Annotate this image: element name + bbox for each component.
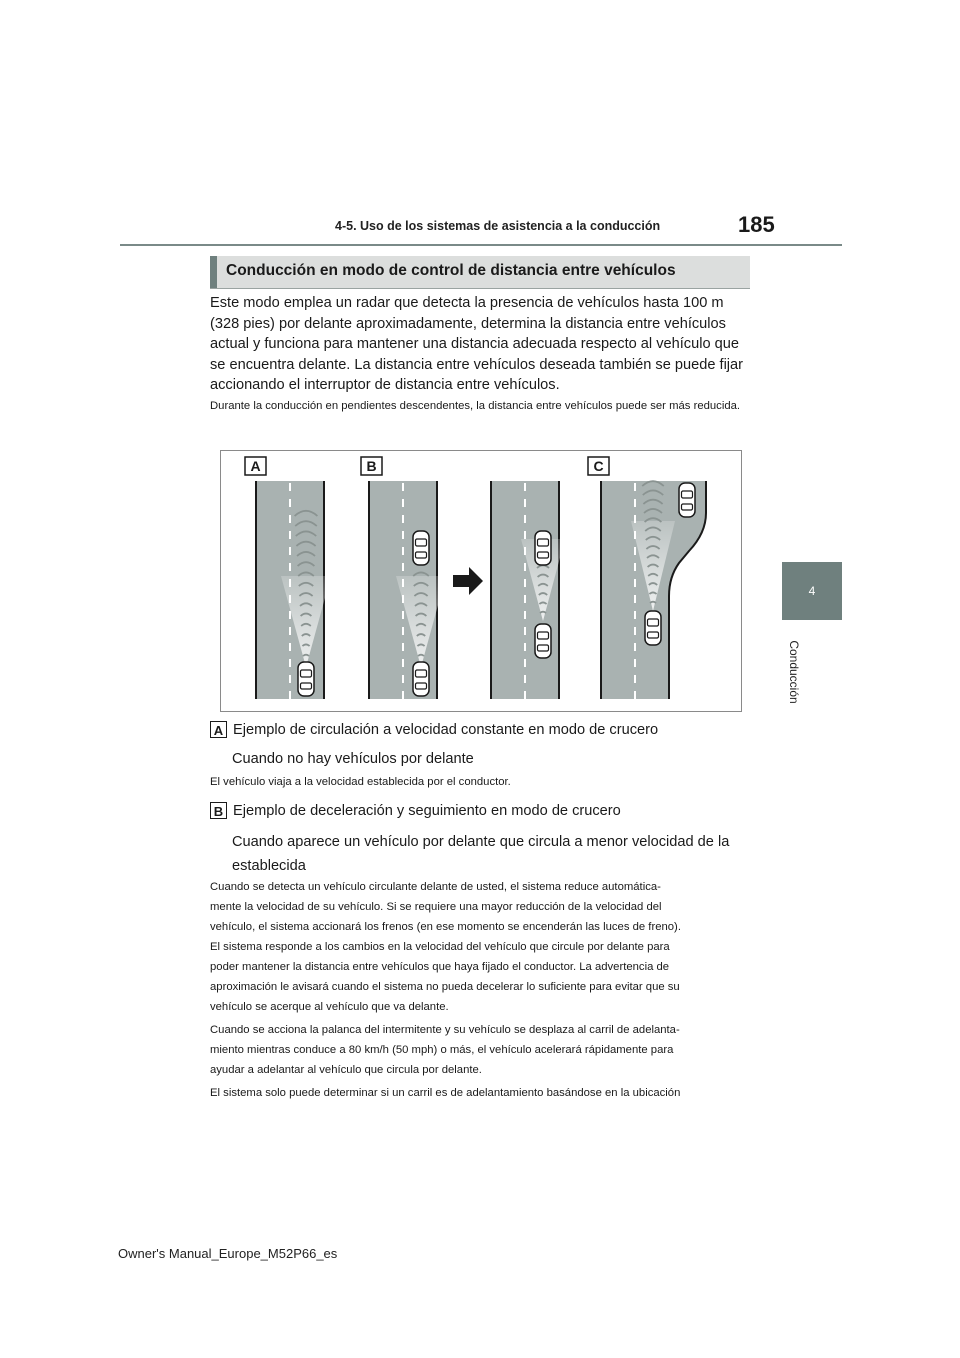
body-line: poder mantener la distancia entre vehículos que haya fijado el conductor. La advertencia de xyxy=(210,961,670,973)
item-b-body xyxy=(210,877,755,1103)
section-header-bar xyxy=(210,256,217,288)
item-a-body: El vehículo viaja a la velocidad establecida por el conductor. xyxy=(210,776,511,788)
item-b-letter: B xyxy=(210,802,227,819)
item-a-subtitle: Cuando no hay vehículos por delante xyxy=(232,751,474,767)
chapter-number: 4 xyxy=(808,584,816,598)
body-line: mente la velocidad de su vehículo. Si se requiere una mayor reducción de la velocidad del xyxy=(210,901,662,913)
item-b-subtitle-line-2: establecida xyxy=(232,858,306,874)
body-line: vehículo se acerque al vehículo que va delante. xyxy=(210,1001,449,1013)
panel-a xyxy=(256,481,331,699)
body-line: ayudar a adelantar al vehículo que circula por delante. xyxy=(210,1064,482,1076)
panel-b xyxy=(369,481,446,699)
body-line: miento mientras conduce a 80 km/h (50 mph) o más, el vehículo acelerará rápidamente para xyxy=(210,1044,674,1056)
item-b-title: Ejemplo de deceleración y seguimiento en modo de crucero xyxy=(233,802,621,819)
item-a-heading xyxy=(210,721,658,738)
footer-text: Owner's Manual_Europe_M52P66_es xyxy=(118,1246,338,1261)
cruise-diagram-svg xyxy=(221,451,741,711)
item-a-title: Ejemplo de circulación a velocidad constante en modo de crucero xyxy=(233,721,659,738)
item-a-letter: A xyxy=(210,721,227,738)
page-number: 185 xyxy=(738,212,775,237)
panel-b-result xyxy=(491,481,565,699)
item-b-subtitle xyxy=(232,830,752,878)
svg-text:C: C xyxy=(593,458,604,474)
header-rule xyxy=(120,244,842,246)
item-b-subtitle-line-1: Cuando aparece un vehículo por delante que circula a menor velocidad de la xyxy=(232,834,730,850)
body-line: vehículo, el sistema accionará los frenos (en ese momento se encenderán las luces de freno). xyxy=(210,921,681,933)
note-paragraph: Durante la conducción en pendientes descendentes, la distancia entre vehículos puede ser más reducida. xyxy=(210,400,741,412)
chapter-tab xyxy=(782,562,842,620)
running-title: 4-5. Uso de los sistemas de asistencia a la conducción xyxy=(335,219,661,233)
panel-label-b xyxy=(361,457,382,475)
transition-arrow xyxy=(453,567,483,595)
body-line: El sistema solo puede determinar si un carril es de adelantamiento basándose en la ubicación xyxy=(210,1087,681,1099)
intro-paragraph: Este modo emplea un radar que detecta la presencia de vehículos hasta 100 m (328 pies) por delante aproximadamente, determina la distancia entre vehículos actual y funciona para mantener una distancia adecuada respecto al vehículo que se encuentra delante. La distancia entre vehículos deseada también se puede fijar accionando el interruptor de distancia entre vehículos. xyxy=(210,295,744,393)
panel-label-c xyxy=(588,457,609,475)
body-line: El sistema responde a los cambios en la velocidad del vehículo que circule por delante para xyxy=(210,941,670,953)
section-title: Conducción en modo de control de distancia entre vehículos xyxy=(226,262,676,279)
section-header xyxy=(210,256,750,289)
cruise-diagram xyxy=(220,450,742,712)
svg-text:A: A xyxy=(250,458,261,474)
body-line: Cuando se detecta un vehículo circulante delante de usted, el sistema reduce automática- xyxy=(210,881,661,893)
chapter-label-text: Conducción xyxy=(787,640,801,704)
body-line: aproximación le avisará cuando el sistema no pueda decelerar lo suficiente para evitar que su xyxy=(210,981,680,993)
chapter-label xyxy=(774,632,814,712)
panel-c xyxy=(601,481,706,699)
body-line: Cuando se acciona la palanca del intermitente y su vehículo se desplaza al carril de adelanta- xyxy=(210,1024,680,1036)
svg-text:B: B xyxy=(366,458,377,474)
panel-label-a xyxy=(245,457,266,475)
item-b-heading xyxy=(210,802,621,819)
